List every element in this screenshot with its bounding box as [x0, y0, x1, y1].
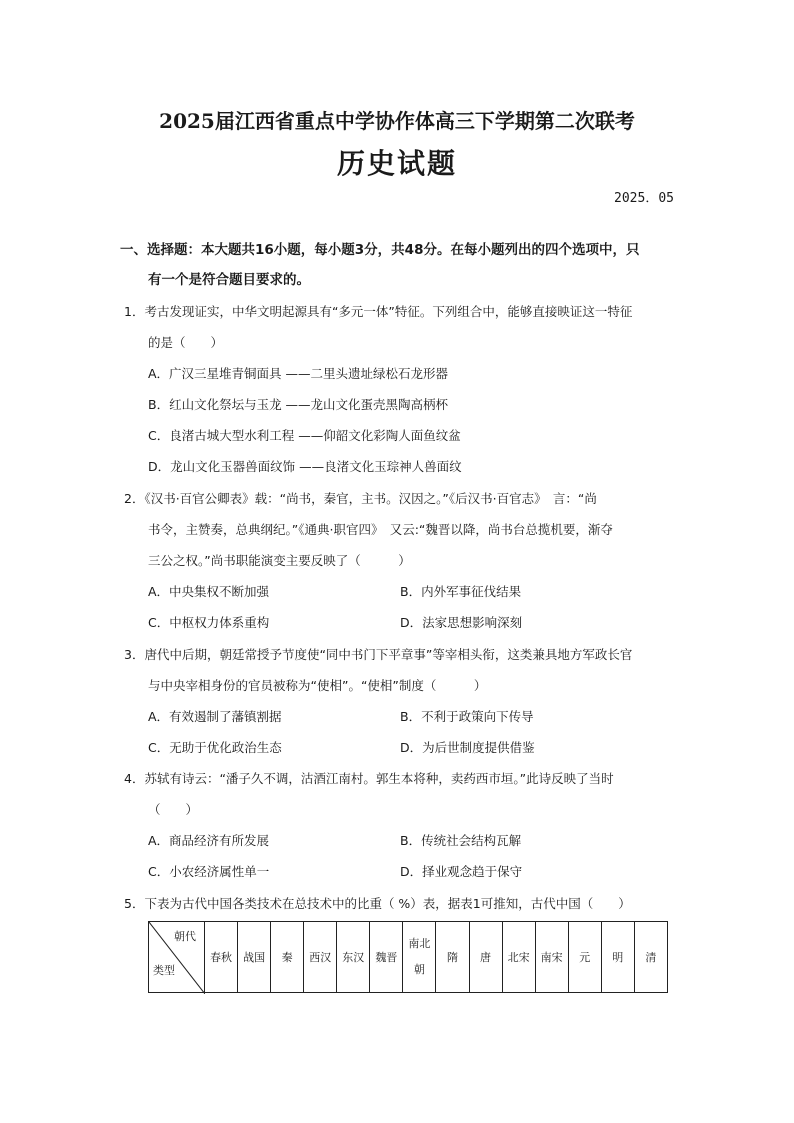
q3-stem-line2: 与中央宰相身份的官员被称为“使相”。“使相”制度（ ）: [148, 678, 487, 693]
q4-stem-line1: 4．苏轼有诗云：“潘子久不调，沽酒江南村。郭生本将种，卖药西市垣。”此诗反映了当时: [124, 771, 614, 786]
q4-option-b: B．传统社会结构瓦解: [400, 833, 522, 848]
q4-stem-line2: （ ）: [148, 802, 199, 817]
dynasty-cell: 春秋: [205, 922, 238, 993]
q3-stem-line1: 3．唐代中后期，朝廷常授予节度使“同中书门下平章事”等宰相头衔，这类兼具地方军政长官: [124, 647, 633, 662]
q5-stem-line1: 5．下表为古代中国各类技术在总技术中的比重（ %）表，据表1可推知，古代中国（ ）: [124, 896, 631, 911]
q3-option-c: C．无助于优化政治生态: [148, 740, 282, 755]
dynasty-cell: 东汉: [337, 922, 370, 993]
q4-option-d: D．择业观念趋于保守: [400, 864, 523, 879]
q2-option-a: A．中央集权不断加强: [148, 584, 270, 599]
q2-stem-line3: 三公之权。”尚书职能演变主要反映了（ ）: [148, 553, 411, 568]
section-heading-line1: 一、选择题：本大题共16小题，每小题3分，共48分。在每小题列出的四个选项中，只: [120, 242, 640, 258]
dynasty-cell: 魏晋: [370, 922, 403, 993]
q2-option-b: B．内外军事征伐结果: [400, 584, 522, 599]
dynasty-cell: 隋: [436, 922, 469, 993]
q4-option-c: C．小农经济属性单一: [148, 864, 270, 879]
dynasty-cell: 南宋: [535, 922, 568, 993]
q1-option-d: D．龙山文化玉器兽面纹饰 ——良渚文化玉琮神人兽面纹: [148, 459, 462, 474]
dynasty-cell: 唐: [469, 922, 502, 993]
dynasty-cell: 秦: [271, 922, 304, 993]
q1-option-b: B．红山文化祭坛与玉龙 ——龙山文化蛋壳黑陶高柄杯: [148, 397, 449, 412]
subject-title: 历史试题: [336, 147, 457, 180]
dynasty-cell: 元: [568, 922, 601, 993]
dynasty-cell: 北宋: [502, 922, 535, 993]
dynasty-cell: 明: [601, 922, 634, 993]
q2-option-c: C．中枢权力体系重构: [148, 615, 270, 630]
dynasty-cell: 西汉: [304, 922, 337, 993]
exam-date: 2025．05: [614, 191, 674, 206]
q3-option-b: B．不利于政策向下传导: [400, 709, 534, 724]
q4-option-a: A．商品经济有所发展: [148, 833, 270, 848]
table-header-row: [149, 922, 668, 993]
exam-title: 2025届江西省重点中学协作体高三下学期第二次联考: [159, 109, 635, 133]
q1-stem-line1: 1．考古发现证实，中华文明起源具有“多元一体”特征。下列组合中，能够直接映证这一特征: [124, 304, 633, 319]
dynasty-cell: 战国: [238, 922, 271, 993]
q2-stem-line2: 书令，主赞奏，总典纲纪。”《通典·职官四》 又云:“魏晋以降，尚书台总揽机要，渐夺: [148, 522, 613, 537]
dynasty-cell: 南北朝: [403, 922, 436, 993]
q3-option-a: A．有效遏制了藩镇割据: [148, 709, 282, 724]
q1-stem-line2: 的是（ ）: [148, 335, 224, 350]
dynasty-cell: 清: [634, 922, 667, 993]
table-corner-cell: [149, 922, 205, 993]
q3-option-d: D．为后世制度提供借鉴: [400, 740, 535, 755]
corner-label-type: 类型: [153, 964, 175, 977]
q1-option-c: C．良渚古城大型水利工程 ——仰韶文化彩陶人面鱼纹盆: [148, 428, 461, 443]
section-heading-line2: 有一个是符合题目要求的。: [148, 272, 310, 288]
tech-ratio-table: [148, 921, 668, 993]
corner-label-dynasty: 朝代: [174, 930, 196, 943]
q2-stem-line1: 2．《汉书·百官公卿表》载：“尚书，秦官，主书。汉因之。”《后汉书·百官志》 言：“尚: [124, 491, 597, 506]
q1-option-a: A．广汉三星堆青铜面具 ——二里头遗址绿松石龙形器: [148, 366, 449, 381]
q2-option-d: D．法家思想影响深刻: [400, 615, 523, 630]
